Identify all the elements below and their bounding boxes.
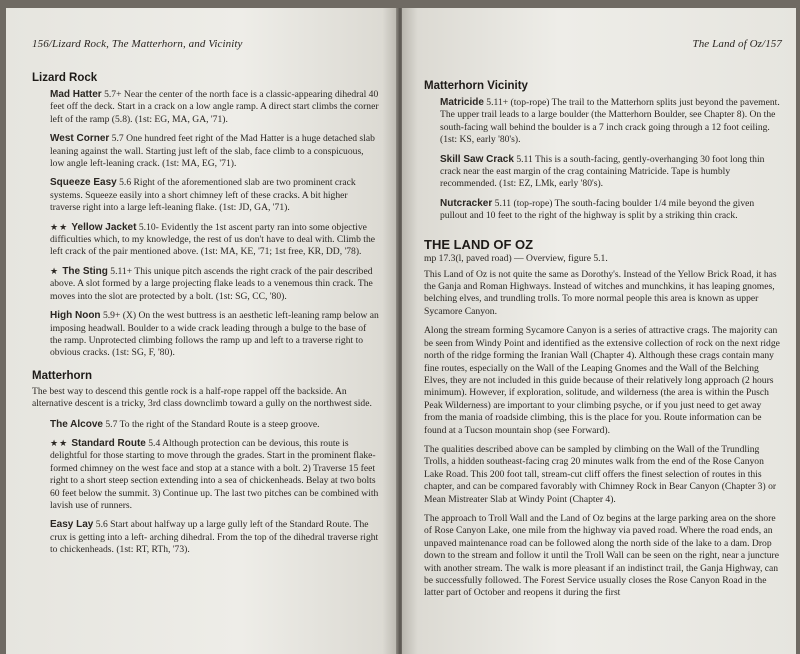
route-description: To the right of the Standard Route is a steep groove. — [117, 418, 320, 430]
running-head-right: The Land of Oz/157 — [692, 38, 782, 50]
route-grade: 5.7+ — [101, 89, 122, 100]
route-grade: 5.11 — [492, 197, 512, 209]
route-description: Start about halfway up a large gully left of the Standard Route. The crux is getting into a left- arching dihedral. From the top of the dihedral traverse right to chickenheads. (1st: RT, RTh, '73). — [50, 519, 379, 556]
matterhorn-routes — [32, 418, 380, 557]
route-entry — [424, 153, 782, 191]
route-name: The Sting — [62, 265, 108, 277]
route-stars: ★ — [50, 265, 63, 276]
route-grade: 5.7 — [109, 133, 124, 145]
route-name: Squeeze Easy — [50, 177, 117, 189]
route-entry — [424, 197, 782, 223]
route-description: Although protection can be devious, this route is delightful for those starting to move through the grades. Start in the prominent flake-formed chimney on the west face and stop at a stance with a bolt. 2) Traverse 15 feet right to a short steep section extending into a sea of chickenheads. Belay at two bolts 60 feet below the summit. 3) Continue up. The last two pitches can be combined with lavish use of runners. — [50, 437, 379, 511]
route-description: Right of the aforementioned slab are two prominent crack systems. Squeeze easily into a short chimney left of these cracks. A bit higher traverse right into a large left-leaning flake. (1st: JD, GA, '71). — [50, 177, 356, 214]
route-entry — [32, 88, 380, 126]
matterhorn-intro: The best way to descend this gentle rock is a half-rope rappel off the backside. An alternative descent is a tricky, 3rd class downclimb toward a gully on the northwest side. — [32, 385, 372, 410]
area-meta: mp 17.3(l, paved road) — Overview, figure 5.1. — [424, 252, 608, 264]
paragraph-troll-wall: The qualities described above can be sampled by climbing on the Wall of the Trundling Trolls, a hidden southeast-facing crag 20 minutes walk from the end of the Rose Canyon Lake Road. This 200 foot tall, stream-cut cliff offers the finest selection of routes in this chapter, and can be compared favorably with Chimney Rock in Bear Canyon (Chapter 3) or Mean Mistreater Slab at Windy Point (Chapter 4). — [424, 443, 777, 505]
paragraph-approach: The approach to Troll Wall and the Land of Oz begins at the large parking area on the shore of Rose Canyon Lake, one mile from the highway via paved road. Where the road ends, an unpaved maintenance road can be followed along the north side of the lake to a dam. Drop down to the stream and follow it until the Troll Wall can be seen on the right, near a juncture with another stream. The walk is more pleasant if an indistinct trail, the Ganja Highway, can be successfully followed. The Forest Service usually closes the Rose Canyon Road in the latter part of October and reopens it during the first — [424, 512, 780, 599]
section-title-lizard-rock: Lizard Rock — [32, 72, 98, 84]
route-entry — [32, 418, 380, 431]
route-grade: 5.6 — [93, 519, 108, 531]
route-grade: 5.6 — [116, 177, 132, 189]
route-entry — [32, 309, 380, 360]
route-name: West Corner — [50, 133, 110, 145]
route-entry — [32, 437, 380, 512]
route-grade: 5.7 — [102, 418, 118, 430]
route-description: Evidently the 1st ascent party ran into some objective difficulties which, to my knowledge, the rest of us don't have to deal with. Climb the left crack of the pair mentioned above. (1st: MA, KE, '71; 1st free, KR, DD, '78). — [50, 221, 376, 258]
left-page — [6, 8, 398, 654]
route-name: High Noon — [50, 310, 101, 322]
paragraph-crags: Along the stream forming Sycamore Canyon is a series of attractive crags. The majority can be seen from Windy Point and identified as the extensive collection of rock on the next ridge north of the ridge forming the Iranian Wall (Chapter 4). Although these crags contain many fine routes, especially on the Wall of the Leaping Gnomes and the Wall of the Belching Elves, they are not included in this guide because of their relatively long approach (2 hours minimum). However, if exploration, solitude, and wilderness (the area is within the Pusch Peak Wilderness) are important to your climbing psyche, or if you just need to get away from the mania of roadside climbing, this is the place for you. Route information can be found at a Tucson mountain shop (see Forward). — [424, 325, 780, 436]
route-description: (top-rope) The trail to the Matterhorn splits just beyond the pavement. The upper trail leads to a large boulder (the Matterhorn Boulder, see Chapter 8). On the south-facing wall behind the boulder is a 7 inch crack going through a 12 foot ceiling. (1st: KS, early '80's). — [440, 97, 780, 146]
right-page — [402, 8, 796, 654]
route-entry — [32, 221, 380, 259]
vicinity-routes — [424, 96, 782, 223]
route-description: This unique pitch ascends the right crack of the pair described above. A slot formed by a large projecting flake leads to a venemous thin crack. The moves into the slot are protected by a bolt. (1st: SG, CC, '80). — [50, 265, 373, 302]
route-entry — [32, 265, 380, 303]
route-stars: ★★ — [50, 221, 72, 232]
route-grade: 5.10- — [136, 221, 159, 233]
area-title-land-of-oz: THE LAND OF OZ — [424, 236, 534, 252]
route-description: On the west buttress is an aesthetic left-leaning ramp below an imposing headwall. Boulder to a wide crack leading through a bulge to the base of the ramp. Unprotected climbing follows the ramp up and left to a traverse right to obvious cracks. (1st: SG, F, '80). — [50, 310, 379, 359]
route-name: Yellow Jacket — [71, 221, 137, 233]
paragraph-intro: This Land of Oz is not quite the same as Dorothy's. Instead of the Yellow Brick Road, it has the Ganja and Roman Highways. Instead of witches and munchkins, it has leaping gnomes, belching elves, and trundling trolls. To more normal people this area is known as upper Sycamore Canyon. — [424, 268, 777, 317]
route-grade: 5.11+ — [107, 265, 133, 277]
route-grade: 5.9+ (X) — [100, 310, 137, 322]
route-name: Matricide — [440, 97, 484, 108]
route-grade: 5.11+ — [483, 97, 509, 108]
route-name: Skill Saw Crack — [440, 153, 514, 165]
route-grade: 5.11 — [513, 153, 533, 165]
running-head-left: 156/Lizard Rock, The Matterhorn, and Vicinity — [32, 38, 243, 50]
route-name: Standard Route — [71, 437, 146, 449]
route-description: This is a south-facing, gently-overhanging 30 foot long thin crack near the east margin of the crag containing Matricide. Tape is humbly recommended. (1st: EZ, LMk, early '80's). — [440, 153, 765, 190]
route-entry — [32, 132, 380, 170]
route-name: Nutcracker — [440, 197, 493, 209]
route-grade: 5.4 — [145, 437, 161, 449]
route-description: One hundred feet right of the Mad Hatter is a huge detached slab leaning against the wall. Starting just left of the slab, face climb to a conspicuous, low angle left-leaning crack. (1st: MA, EG, '71). — [50, 133, 375, 170]
route-name: Easy Lay — [50, 519, 94, 531]
route-name: The Alcove — [50, 418, 103, 430]
route-description: Near the center of the north face is a classic-appearing dihedral 40 feet off the deck. Start in a crack on a low angle ramp. A direct start climbs the corner left of the ramp (5.8). (1st: EG, MA, GA, '71). — [50, 89, 379, 125]
route-entry — [32, 518, 380, 556]
route-entry — [32, 176, 380, 214]
section-title-matterhorn-vicinity: Matterhorn Vicinity — [424, 80, 528, 92]
matterhorn-vicinity — [424, 80, 782, 223]
route-description: (top-rope) The south-facing boulder 1/4 mile beyond the given pullout and 10 feet to the right of the highway is split by a striking thin crack. — [440, 197, 755, 222]
route-entry — [424, 96, 782, 147]
route-name: Mad Hatter — [50, 89, 102, 100]
lizard-rock-routes — [32, 88, 380, 360]
route-stars: ★★ — [50, 437, 72, 448]
section-title-matterhorn: Matterhorn — [32, 369, 93, 382]
